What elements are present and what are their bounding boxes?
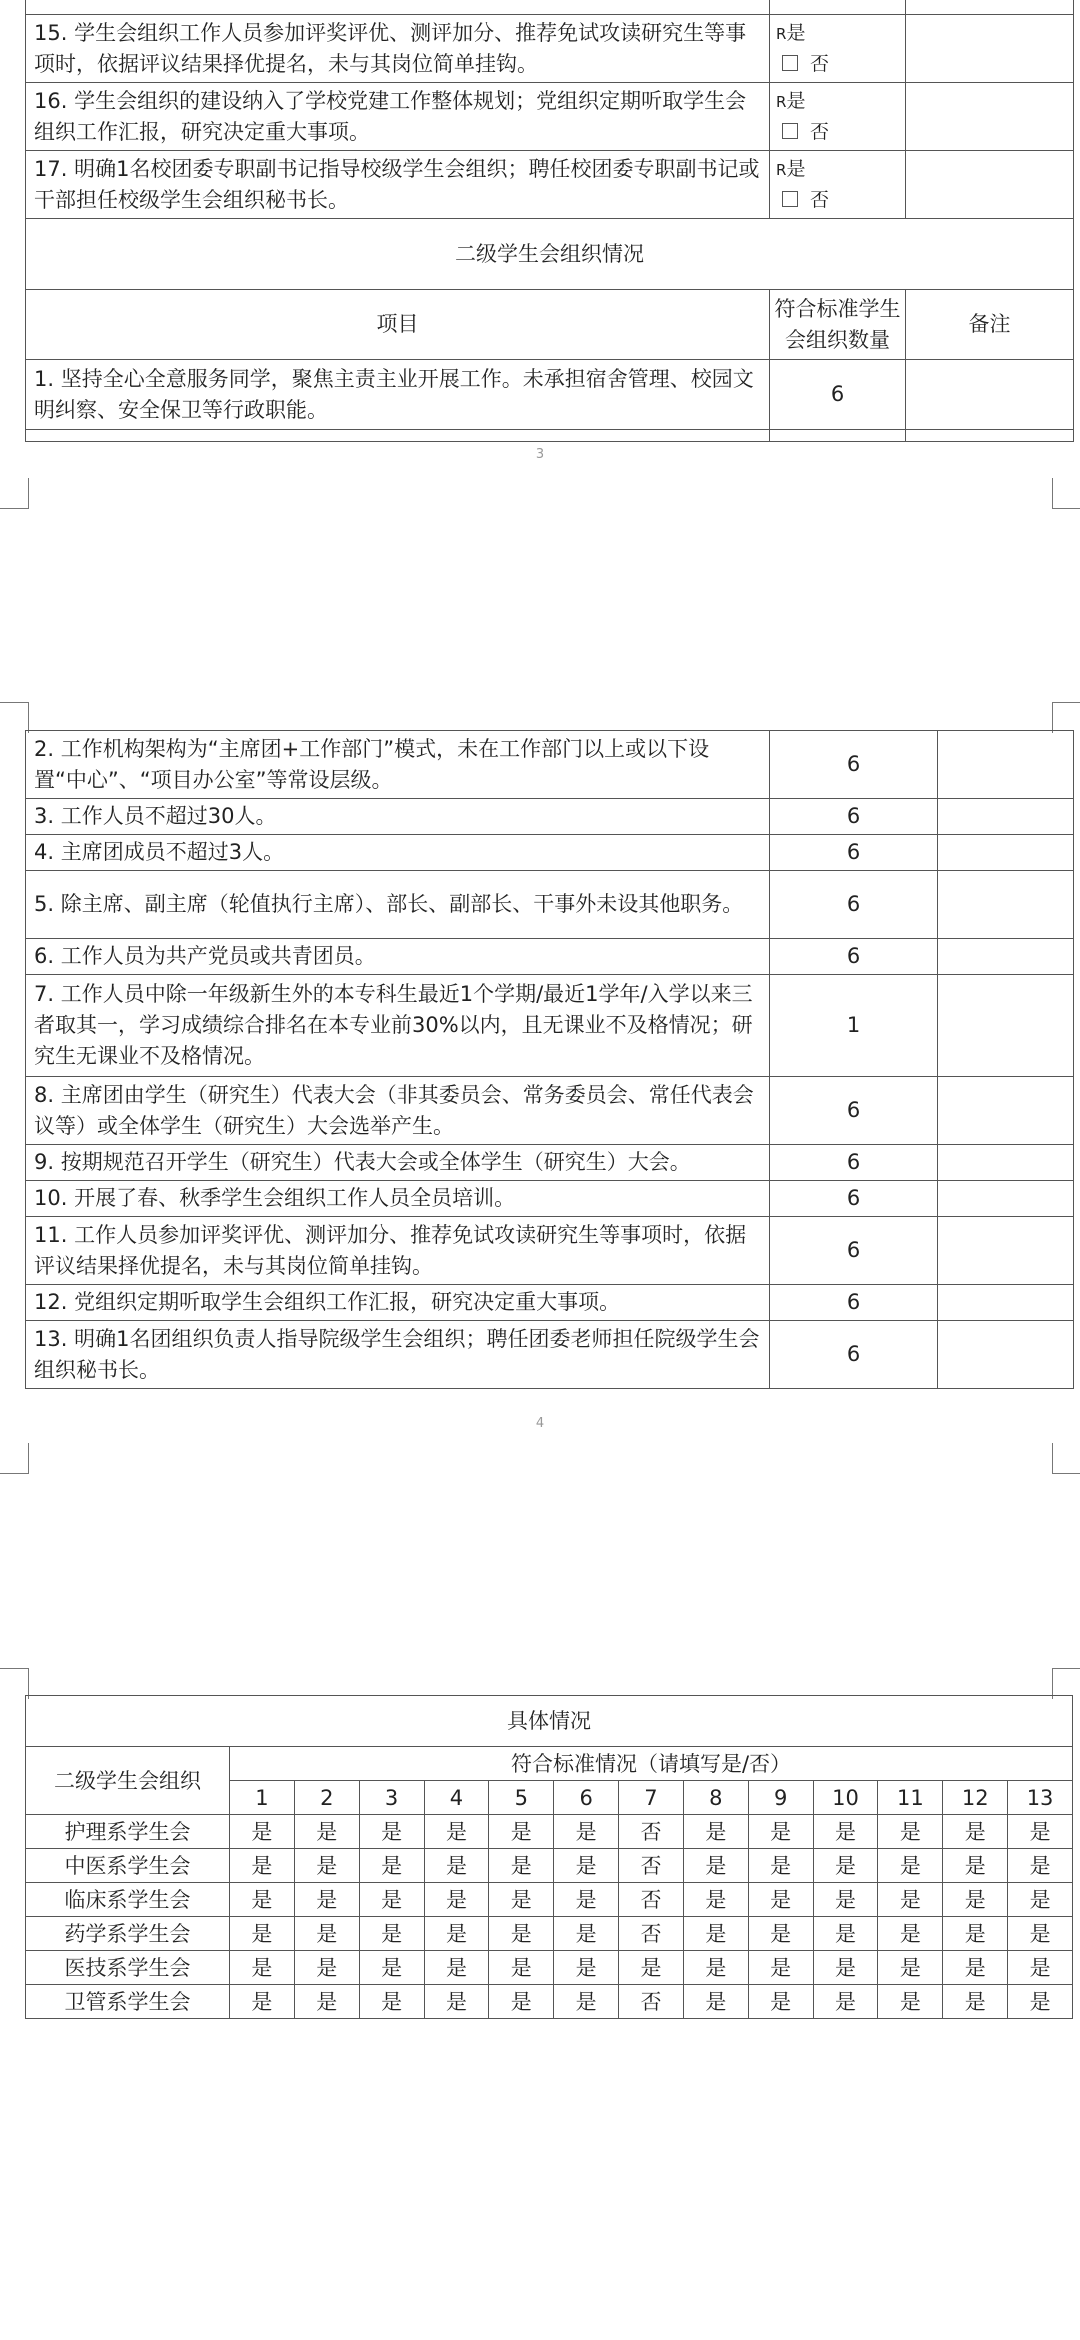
details-title: 具体情况: [26, 1696, 1073, 1747]
status-cell[interactable]: 是: [813, 1815, 878, 1849]
status-cell[interactable]: 是: [294, 1883, 359, 1917]
status-cell[interactable]: 是: [748, 1815, 813, 1849]
org-name: 临床系学生会: [26, 1883, 230, 1917]
status-cell[interactable]: 是: [1008, 1815, 1073, 1849]
col-header: 6: [554, 1781, 619, 1815]
org-name: 药学系学生会: [26, 1917, 230, 1951]
checked-mark: R: [776, 161, 787, 179]
checkbox-icon[interactable]: [782, 123, 798, 139]
row-remark[interactable]: [906, 360, 1074, 430]
row-text: 工作人员参加评奖评优、测评加分、推荐免试攻读研究生等事项时，依据评议结果择优提名，未与其岗位简单挂钩。: [34, 1222, 747, 1278]
row-remark[interactable]: [938, 1321, 1074, 1389]
status-cell[interactable]: 否: [619, 1815, 684, 1849]
row-count[interactable]: 6: [770, 871, 938, 939]
status-cell[interactable]: 是: [943, 1917, 1008, 1951]
status-cell[interactable]: 是: [359, 1883, 424, 1917]
status-cell[interactable]: 是: [424, 1951, 489, 1985]
crop-mark: [1052, 478, 1080, 509]
status-cell[interactable]: 是: [748, 1883, 813, 1917]
option-yes[interactable]: 是: [786, 22, 806, 44]
org-name: 卫管系学生会: [26, 1985, 230, 2019]
table-row: [26, 1217, 1074, 1285]
row-remark[interactable]: [938, 1145, 1074, 1181]
row-text: 开展了春、秋季学生会组织工作人员全员培训。: [74, 1186, 516, 1210]
table-row: [26, 1321, 1074, 1389]
row-text: 工作人员为共产党员或共青团员。: [60, 944, 376, 968]
page-number: 4: [535, 1416, 545, 1431]
row-remark[interactable]: [938, 871, 1074, 939]
status-cell[interactable]: 否: [619, 1849, 684, 1883]
option-no[interactable]: 否: [810, 189, 830, 211]
row-remark[interactable]: [938, 975, 1074, 1077]
status-cell[interactable]: 是: [424, 1985, 489, 2019]
status-cell[interactable]: 是: [230, 1951, 295, 1985]
status-cell[interactable]: 是: [230, 1815, 295, 1849]
row-text: 坚持全心全意服务同学，聚焦主责主业开展工作。未承担宿舍管理、校园文明纠察、安全保卫等行政职能。: [34, 366, 754, 422]
page-4: [25, 730, 1073, 1389]
table-row: [26, 1951, 1073, 1985]
row-count[interactable]: 6: [770, 1217, 938, 1285]
row-number: 11.: [34, 1222, 68, 1247]
crop-mark: [1052, 1443, 1080, 1474]
row-count[interactable]: 6: [770, 1181, 938, 1217]
col-header: 9: [748, 1781, 813, 1815]
status-cell[interactable]: 是: [748, 1849, 813, 1883]
status-cell[interactable]: 是: [1008, 1849, 1073, 1883]
status-cell[interactable]: 是: [424, 1815, 489, 1849]
col-header: 1: [230, 1781, 295, 1815]
status-cell[interactable]: 是: [943, 1815, 1008, 1849]
school-level-table: [25, 0, 1074, 442]
row-count[interactable]: 6: [770, 1321, 938, 1389]
row-count[interactable]: 6: [770, 799, 938, 835]
table-row: [26, 360, 1074, 430]
row-count[interactable]: 6: [770, 835, 938, 871]
row-text: 主席团由学生（研究生）代表大会（非其委员会、常务委员会、常任代表会议等）或全体学生（研究生）大会选举产生。: [34, 1082, 754, 1138]
org-name: 医技系学生会: [26, 1951, 230, 1985]
row-text: 党组织定期听取学生会组织工作汇报，研究决定重大事项。: [74, 1290, 621, 1314]
row-count[interactable]: 6: [770, 360, 906, 430]
table-row: [26, 83, 1074, 151]
status-cell[interactable]: 是: [813, 1985, 878, 2019]
status-cell[interactable]: 是: [489, 1985, 554, 2019]
row-count[interactable]: 6: [770, 939, 938, 975]
status-cell[interactable]: 是: [424, 1883, 489, 1917]
status-cell[interactable]: 是: [683, 1917, 748, 1951]
page-3-fragment: [25, 0, 1073, 442]
row-number: 15.: [34, 20, 68, 45]
col-header: 8: [683, 1781, 748, 1815]
row-text: 工作机构架构为“主席团+工作部门”模式，未在工作部门以上或以下设置“中心”、“项目办公室”等常设层级。: [34, 736, 710, 792]
table-row: [26, 731, 1074, 799]
col-header: 13: [1008, 1781, 1073, 1815]
status-cell[interactable]: 是: [619, 1951, 684, 1985]
org-name: 中医系学生会: [26, 1849, 230, 1883]
status-cell[interactable]: 是: [683, 1849, 748, 1883]
status-cell[interactable]: 是: [554, 1985, 619, 2019]
status-cell[interactable]: 是: [294, 1815, 359, 1849]
row-number: 1.: [34, 366, 55, 391]
row-number: 3.: [34, 804, 55, 828]
row-number: 13.: [34, 1326, 68, 1351]
status-cell[interactable]: 是: [230, 1985, 295, 2019]
table-row: [26, 1917, 1073, 1951]
table-row: [26, 1849, 1073, 1883]
row-text: 明确1名团组织负责人指导院级学生会组织；聘任团委老师担任院级学生会组织秘书长。: [34, 1326, 760, 1382]
status-cell[interactable]: 是: [294, 1951, 359, 1985]
criteria-table: [25, 730, 1074, 1389]
status-cell[interactable]: 是: [230, 1849, 295, 1883]
status-cell[interactable]: 是: [748, 1917, 813, 1951]
section-title: 二级学生会组织情况: [26, 219, 1074, 290]
org-name: 护理系学生会: [26, 1815, 230, 1849]
status-cell[interactable]: 是: [878, 1815, 943, 1849]
row-number: 2.: [34, 736, 55, 761]
checked-mark: R: [776, 25, 787, 43]
row-remark[interactable]: [938, 835, 1074, 871]
table-row: [26, 799, 1074, 835]
status-cell[interactable]: 是: [359, 1951, 424, 1985]
row-number: 5.: [34, 892, 55, 916]
row-remark[interactable]: [938, 731, 1074, 799]
status-cell[interactable]: 是: [878, 1883, 943, 1917]
status-cell[interactable]: 是: [813, 1917, 878, 1951]
status-cell[interactable]: 是: [813, 1883, 878, 1917]
table-row: [26, 975, 1074, 1077]
row-count[interactable]: 6: [770, 1285, 938, 1321]
option-no[interactable]: 否: [810, 53, 830, 75]
row-number: 9.: [34, 1150, 55, 1174]
row-number: 8.: [34, 1082, 55, 1107]
row-number: 12.: [34, 1290, 68, 1314]
status-cell[interactable]: 是: [554, 1917, 619, 1951]
table-row: [26, 151, 1074, 219]
row-remark[interactable]: [938, 1181, 1074, 1217]
header-count: 符合标准学生会组织数量: [770, 290, 906, 360]
status-cell[interactable]: 是: [683, 1815, 748, 1849]
status-cell[interactable]: 是: [1008, 1883, 1073, 1917]
option-yes[interactable]: 是: [786, 158, 806, 180]
row-text: 学生会组织的建设纳入了学校党建工作整体规划；党组织定期听取学生会组织工作汇报，研究决定重大事项。: [34, 88, 747, 144]
status-cell[interactable]: 是: [878, 1951, 943, 1985]
status-cell[interactable]: 否: [619, 1883, 684, 1917]
table-row: [26, 1077, 1074, 1145]
page-number: 3: [535, 447, 545, 462]
row-remark[interactable]: [938, 1285, 1074, 1321]
status-cell[interactable]: 是: [554, 1849, 619, 1883]
status-cell[interactable]: 是: [359, 1849, 424, 1883]
col-header: 12: [943, 1781, 1008, 1815]
crop-mark: [0, 702, 29, 733]
org-header: 二级学生会组织: [26, 1747, 230, 1815]
status-cell[interactable]: 是: [878, 1849, 943, 1883]
status-cell[interactable]: 是: [943, 1849, 1008, 1883]
checked-mark: R: [776, 93, 787, 111]
status-cell[interactable]: 是: [943, 1951, 1008, 1985]
status-cell[interactable]: 是: [554, 1951, 619, 1985]
status-cell[interactable]: 是: [813, 1849, 878, 1883]
row-text: 除主席、副主席（轮值执行主席）、部长、副部长、干事外未设其他职务。: [60, 892, 744, 916]
status-cell[interactable]: 是: [359, 1815, 424, 1849]
status-cell[interactable]: 否: [619, 1985, 684, 2019]
status-cell[interactable]: 是: [489, 1849, 554, 1883]
row-count[interactable]: 6: [770, 1077, 938, 1145]
row-number: 17.: [34, 156, 68, 181]
details-section: [25, 1695, 1073, 2019]
status-cell[interactable]: 是: [489, 1917, 554, 1951]
status-cell[interactable]: 是: [943, 1883, 1008, 1917]
table-row: [26, 1145, 1074, 1181]
status-cell[interactable]: 是: [1008, 1985, 1073, 2019]
table-row: [26, 871, 1074, 939]
status-cell[interactable]: 否: [619, 1917, 684, 1951]
table-row: [26, 1883, 1073, 1917]
checkbox-icon[interactable]: [782, 55, 798, 71]
status-cell[interactable]: 是: [748, 1951, 813, 1985]
status-cell[interactable]: 是: [1008, 1951, 1073, 1985]
status-cell[interactable]: 是: [943, 1985, 1008, 2019]
row-count[interactable]: 6: [770, 1145, 938, 1181]
status-cell[interactable]: 是: [878, 1917, 943, 1951]
row-number: 10.: [34, 1186, 68, 1210]
std-header: 符合标准情况（请填写是/否）: [230, 1747, 1073, 1781]
status-cell[interactable]: 是: [294, 1917, 359, 1951]
status-cell[interactable]: 是: [748, 1985, 813, 2019]
row-text: 学生会组织工作人员参加评奖评优、测评加分、推荐免试攻读研究生等事项时，依据评议结果择优提名，未与其岗位简单挂钩。: [34, 20, 747, 76]
status-cell[interactable]: 是: [683, 1951, 748, 1985]
col-header: 5: [489, 1781, 554, 1815]
status-cell[interactable]: 是: [424, 1849, 489, 1883]
crop-mark: [0, 1443, 29, 1474]
status-cell[interactable]: 是: [813, 1951, 878, 1985]
status-cell[interactable]: 是: [424, 1917, 489, 1951]
row-text: 工作人员不超过30人。: [60, 804, 277, 828]
status-cell[interactable]: 是: [683, 1985, 748, 2019]
row-number: 16.: [34, 88, 68, 113]
status-cell[interactable]: 是: [1008, 1917, 1073, 1951]
status-cell[interactable]: 是: [359, 1917, 424, 1951]
table-row: [26, 1285, 1074, 1321]
row-remark[interactable]: [938, 799, 1074, 835]
col-header: 3: [359, 1781, 424, 1815]
row-text: 按期规范召开学生（研究生）代表大会或全体学生（研究生）大会。: [60, 1150, 691, 1174]
crop-mark: [1052, 702, 1080, 733]
status-cell[interactable]: 是: [489, 1883, 554, 1917]
status-cell[interactable]: 是: [489, 1815, 554, 1849]
table-row: [26, 1815, 1073, 1849]
checkbox-icon[interactable]: [782, 191, 798, 207]
status-cell[interactable]: 是: [230, 1917, 295, 1951]
col-header: 4: [424, 1781, 489, 1815]
col-header: 2: [294, 1781, 359, 1815]
header-item: 项目: [26, 290, 770, 360]
row-count[interactable]: 6: [770, 731, 938, 799]
option-yes[interactable]: 是: [786, 90, 806, 112]
status-cell[interactable]: 是: [683, 1883, 748, 1917]
status-cell[interactable]: 是: [359, 1985, 424, 2019]
status-cell[interactable]: 是: [554, 1883, 619, 1917]
table-row: [26, 15, 1074, 83]
row-number: 7.: [34, 982, 55, 1006]
row-count[interactable]: 1: [770, 975, 938, 1077]
table-row: [26, 939, 1074, 975]
table-row: [26, 1181, 1074, 1217]
row-remark[interactable]: [938, 1077, 1074, 1145]
row-text: 工作人员中除一年级新生外的本专科生最近1个学期/最近1学年/入学以来三者取其一，学习成绩综合排名在本专业前30%以内，且无课业不及格情况；研究生无课业不及格情况。: [34, 982, 753, 1068]
col-header: 11: [878, 1781, 943, 1815]
table-row: [26, 1985, 1073, 2019]
row-remark[interactable]: [938, 1217, 1074, 1285]
status-cell[interactable]: 是: [554, 1815, 619, 1849]
option-no[interactable]: 否: [810, 121, 830, 143]
col-header: 10: [813, 1781, 878, 1815]
details-table: [25, 1695, 1073, 2019]
col-header: 7: [619, 1781, 684, 1815]
row-remark[interactable]: [938, 939, 1074, 975]
row-number: 4.: [34, 840, 55, 864]
status-cell[interactable]: 是: [489, 1951, 554, 1985]
status-cell[interactable]: 是: [230, 1883, 295, 1917]
status-cell[interactable]: 是: [294, 1985, 359, 2019]
header-remark: 备注: [906, 290, 1074, 360]
status-cell[interactable]: 是: [294, 1849, 359, 1883]
row-text: 明确1名校团委专职副书记指导校级学生会组织；聘任校团委专职副书记或干部担任校级学生会组织秘书长。: [34, 156, 760, 212]
status-cell[interactable]: 是: [878, 1985, 943, 2019]
row-number: 6.: [34, 944, 55, 968]
row-text: 主席团成员不超过3人。: [60, 840, 285, 864]
crop-mark: [0, 478, 29, 509]
table-row: [26, 835, 1074, 871]
